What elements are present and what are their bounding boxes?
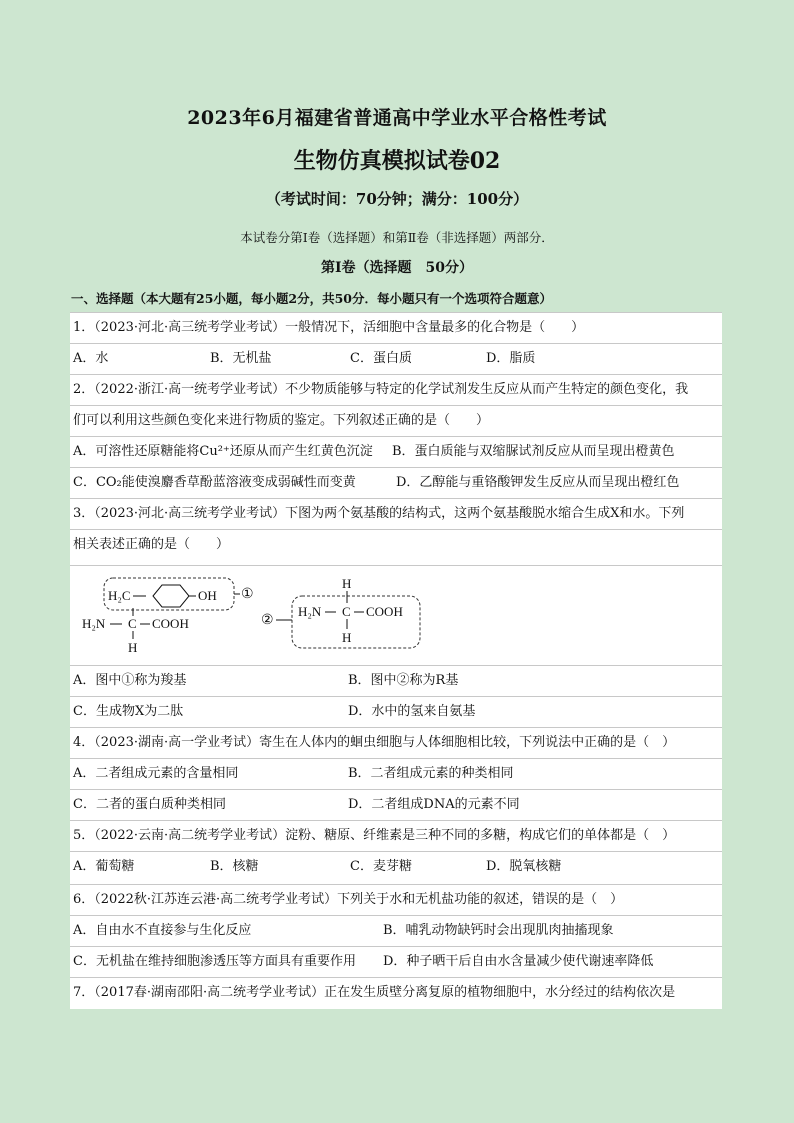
- option-d[interactable]: D．水中的氢来自氨基: [348, 704, 476, 719]
- option-b[interactable]: B．核糖: [210, 859, 259, 874]
- part-one-heading: 第Ⅰ卷（选择题 50分）: [320, 260, 474, 276]
- h2n-text: H₂N: [82, 616, 106, 631]
- question-5-stem: 5．（2022·云南·高二统考学业考试）淀粉、糖原、纤维素是三种不同的多糖，构成它们的单体都是（ ）: [70, 820, 722, 851]
- question-2-stem: 2．（2022·浙江·高一统考学业考试）不少物质能够与特定的化学试剂发生反应从而产生特定的颜色变化，我: [70, 374, 722, 405]
- option-d[interactable]: D．种子晒干后自由水含量减少使代谢速率降低: [383, 954, 654, 969]
- h-top-text: H: [342, 576, 352, 591]
- option-b[interactable]: B．蛋白质能与双缩脲试剂反应从而呈现出橙黄色: [392, 444, 675, 459]
- question-4-stem: 4．（2023·湖南·高一学业考试）寄生在人体内的蛔虫细胞与人体细胞相比较，下列说法中正确的是（ ）: [70, 727, 722, 758]
- question-6-stem: 6．（2022秋·江苏连云港·高二统考学业考试）下列关于水和无机盐功能的叙述，错误的是（ ）: [70, 884, 722, 915]
- question-1-stem: 1．（2023·河北·高三统考学业考试）一般情况下，活细胞中含量最多的化合物是（ ）: [70, 312, 722, 343]
- intro-text: 本试卷分第Ⅰ卷（选择题）和第Ⅱ卷（非选择题）两部分．: [240, 230, 554, 245]
- alpha-c-text: C: [342, 604, 351, 619]
- time-and-score: （考试时间：70分钟；满分：100分）: [265, 190, 529, 208]
- option-c[interactable]: C．蛋白质: [350, 351, 412, 366]
- question-2-options-ab: [70, 436, 722, 467]
- option-a[interactable]: A．图中①称为羧基: [73, 673, 187, 688]
- question-3-options-ab: [70, 665, 722, 696]
- option-a[interactable]: A．可溶性还原糖能将Cu²⁺还原从而产生红黄色沉淀: [73, 444, 373, 459]
- question-7-stem: 7．（2017春·湖南邵阳·高二统考学业考试）正在发生质壁分离复原的植物细胞中，水分经过的结构依次是: [70, 977, 722, 1008]
- question-5-options: [70, 851, 722, 882]
- option-a[interactable]: A．二者组成元素的含量相同: [73, 766, 239, 781]
- paper-subtitle: 生物仿真模拟试卷02: [293, 148, 501, 174]
- option-a[interactable]: A．水: [73, 351, 109, 366]
- question-6-options-cd: [70, 946, 722, 977]
- option-b[interactable]: B．二者组成元素的种类相同: [348, 766, 514, 781]
- option-d[interactable]: D．脂质: [486, 351, 536, 366]
- question-3-stem-cont: 相关表述正确的是（ ）: [70, 529, 722, 560]
- h-bottom-text: H: [342, 630, 352, 645]
- h2c-text: H₂C: [108, 588, 131, 603]
- question-4-options-cd: [70, 789, 722, 820]
- h2n-text: H₂N: [298, 604, 322, 619]
- option-b[interactable]: B．图中②称为R基: [348, 673, 459, 688]
- benzene-ring-icon: [153, 585, 189, 607]
- option-a[interactable]: A．自由水不直接参与生化反应: [73, 923, 252, 938]
- exam-title: 2023年6月福建省普通高中学业水平合格性考试: [187, 107, 607, 129]
- question-table: [70, 312, 722, 1009]
- option-c[interactable]: C．CO₂能使溴麝香草酚蓝溶液变成弱碱性而变黄: [73, 475, 356, 490]
- section-heading: 一、选择题（本大题有25小题，每小题2分，共50分．每小题只有一个选项符合题意）: [71, 291, 552, 306]
- label-2: ②: [261, 613, 274, 628]
- amino-acid-1: [82, 578, 254, 655]
- option-b[interactable]: B．哺乳动物缺钙时会出现肌肉抽搐现象: [383, 923, 614, 938]
- option-c[interactable]: C．麦芽糖: [350, 859, 412, 874]
- question-3-stem: 3．（2023·河北·高三统考学业考试）下图为两个氨基酸的结构式，这两个氨基酸脱水缩合生成X和水。下列: [70, 498, 722, 529]
- amino-acid-figure: [70, 565, 722, 665]
- h-text: H: [128, 640, 138, 655]
- cooh-text: COOH: [366, 604, 403, 619]
- question-2-stem-cont: 们可以利用这些颜色变化来进行物质的鉴定。下列叙述正确的是（ ）: [70, 405, 722, 436]
- question-6-options-ab: [70, 915, 722, 946]
- option-a[interactable]: A．葡萄糖: [73, 859, 135, 874]
- label-1: ①: [241, 587, 254, 602]
- question-1-options: [70, 343, 722, 374]
- question-4-options-ab: [70, 758, 722, 789]
- option-c[interactable]: C．生成物X为二肽: [73, 704, 184, 719]
- option-d[interactable]: D．乙醇能与重铬酸钾发生反应从而呈现出橙红色: [396, 475, 680, 490]
- oh-text: OH: [198, 588, 217, 603]
- cooh-text: COOH: [152, 616, 189, 631]
- question-2-options-cd: [70, 467, 722, 498]
- question-3-options-cd: [70, 696, 722, 727]
- option-d[interactable]: D．脱氧核糖: [486, 859, 562, 874]
- option-d[interactable]: D．二者组成DNA的元素不同: [348, 797, 520, 812]
- option-c[interactable]: C．无机盐在维持细胞渗透压等方面具有重要作用: [73, 954, 356, 969]
- alpha-c-text: C: [128, 616, 137, 631]
- option-c[interactable]: C．二者的蛋白质种类相同: [73, 797, 226, 812]
- option-b[interactable]: B．无机盐: [210, 351, 272, 366]
- amino-acid-2: [261, 576, 420, 648]
